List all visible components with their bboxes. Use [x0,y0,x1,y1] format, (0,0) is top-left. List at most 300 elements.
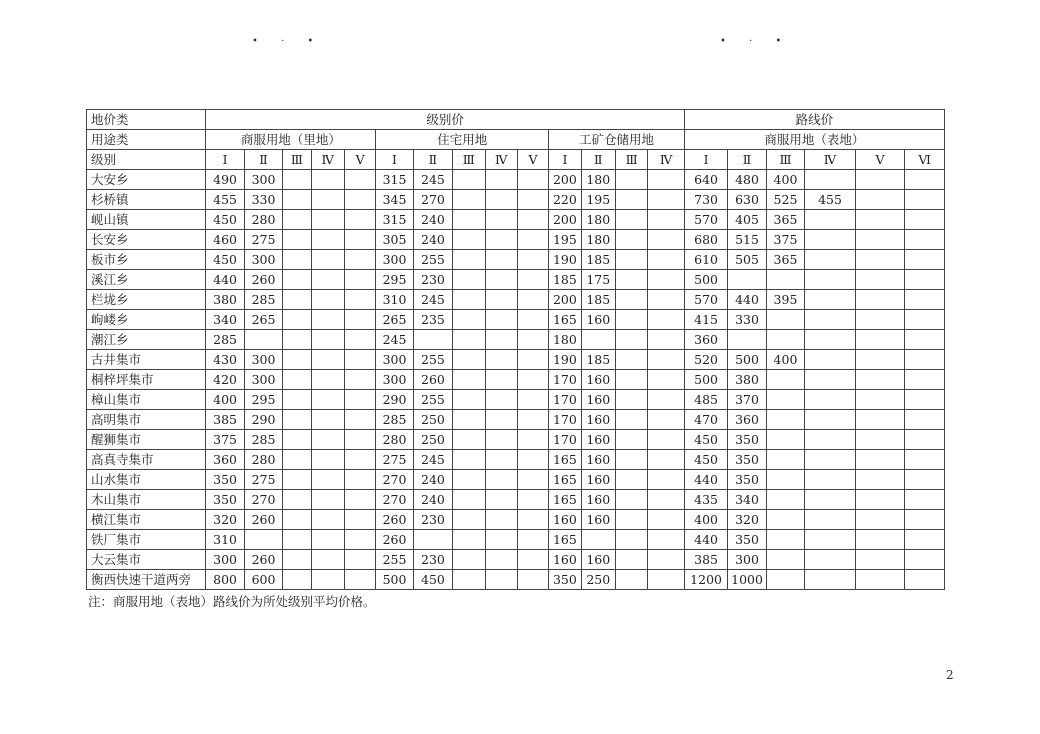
price-cell [344,490,375,510]
price-cell [453,370,485,390]
price-cell [283,390,311,410]
price-cell: 385 [684,550,728,570]
price-cell: 165 [549,310,581,330]
price-cell [905,550,945,570]
location-name: 栏垅乡 [87,290,206,310]
price-cell [805,250,856,270]
price-cell [283,410,311,430]
price-cell: 290 [376,390,413,410]
table-row [87,290,945,310]
price-cell: 255 [413,390,452,410]
price-cell [485,310,517,330]
price-cell [517,190,548,210]
price-cell [766,430,804,450]
price-cell [311,310,344,330]
price-cell [311,290,344,310]
price-cell: 385 [206,410,244,430]
price-cell [648,290,684,310]
price-cell: 480 [728,170,766,190]
price-cell: 1000 [728,570,766,590]
price-cell: 255 [413,350,452,370]
price-cell: 340 [206,310,244,330]
price-cell [855,490,905,510]
price-cell [283,550,311,570]
table-row [87,510,945,530]
price-cell [485,570,517,590]
price-cell: 185 [581,350,615,370]
price-cell [805,330,856,350]
table-row [87,250,945,270]
price-cell: 800 [206,570,244,590]
price-cell [648,250,684,270]
price-cell [766,490,804,510]
table-row [87,190,945,210]
price-cell [648,430,684,450]
price-cell [311,470,344,490]
price-cell: 570 [684,290,728,310]
price-cell [805,290,856,310]
level-header-cell: Ⅲ [453,150,485,170]
price-cell [766,410,804,430]
table-row [87,410,945,430]
price-cell [581,530,615,550]
price-cell: 180 [549,330,581,350]
price-cell [453,350,485,370]
price-cell [855,310,905,330]
price-cell [855,170,905,190]
price-cell [905,450,945,470]
price-cell: 300 [244,170,282,190]
price-cell [855,530,905,550]
price-cell: 300 [728,550,766,570]
price-cell [905,430,945,450]
header-row-1 [87,110,945,130]
price-cell: 160 [581,550,615,570]
price-cell: 320 [206,510,244,530]
level-header-cell: Ⅳ [485,150,517,170]
price-cell [766,530,804,550]
price-cell [344,410,375,430]
price-cell [615,290,647,310]
price-cell: 270 [244,490,282,510]
price-cell: 165 [549,450,581,470]
price-cell: 350 [549,570,581,590]
table-row [87,530,945,550]
price-cell: 270 [413,190,452,210]
price-cell [344,330,375,350]
price-cell [855,430,905,450]
price-cell [344,190,375,210]
price-cell: 275 [244,230,282,250]
price-cell [311,270,344,290]
table-row [87,490,945,510]
price-cell [648,390,684,410]
price-cell: 500 [728,350,766,370]
price-cell: 240 [413,210,452,230]
price-cell [485,430,517,450]
header-row-levels [87,150,945,170]
price-cell: 260 [376,530,413,550]
price-cell [485,290,517,310]
price-cell [648,450,684,470]
price-cell [485,450,517,470]
price-cell [283,510,311,530]
price-cell [453,430,485,450]
price-cell [485,390,517,410]
location-name: 衡西快速干道两旁 [87,570,206,590]
price-cell [855,410,905,430]
price-cell [615,190,647,210]
location-name: 板市乡 [87,250,206,270]
level-header-cell: Ⅵ [905,150,945,170]
price-cell [485,470,517,490]
price-cell [344,390,375,410]
price-cell [344,370,375,390]
level-price-header: 级别价 [206,110,684,130]
price-cell [244,330,282,350]
price-cell: 180 [581,210,615,230]
price-cell [485,510,517,530]
price-cell [517,370,548,390]
level-header-cell: Ⅰ [684,150,728,170]
price-cell [766,370,804,390]
price-cell [485,270,517,290]
price-cell: 400 [206,390,244,410]
price-cell [344,550,375,570]
table-row [87,550,945,570]
location-name: 樟山集市 [87,390,206,410]
price-cell: 295 [376,270,413,290]
price-cell [485,490,517,510]
price-cell: 275 [244,470,282,490]
price-cell [344,270,375,290]
price-cell [413,530,452,550]
price-cell: 275 [376,450,413,470]
price-cell [766,510,804,530]
price-cell: 370 [728,390,766,410]
price-cell [344,290,375,310]
price-cell: 400 [766,350,804,370]
table-row [87,330,945,350]
price-cell: 310 [206,530,244,550]
price-cell: 315 [376,170,413,190]
price-cell: 165 [549,470,581,490]
scan-marks-right: • · • [720,36,792,47]
table-row [87,350,945,370]
price-cell [485,550,517,570]
price-cell [905,330,945,350]
corner-label-use-type: 用途类 [87,130,206,150]
price-cell [311,230,344,250]
scan-marks-left: • · • [252,36,324,47]
price-cell: 450 [684,430,728,450]
price-cell [311,570,344,590]
price-cell: 160 [581,390,615,410]
price-cell: 730 [684,190,728,210]
price-cell [648,170,684,190]
price-cell: 160 [581,410,615,430]
level-header-cell: Ⅴ [517,150,548,170]
price-cell: 570 [684,210,728,230]
price-cell: 170 [549,390,581,410]
price-cell [855,470,905,490]
level-header-cell: Ⅱ [413,150,452,170]
price-cell [905,210,945,230]
price-cell [517,450,548,470]
price-cell [615,410,647,430]
price-cell [766,450,804,470]
price-cell: 260 [244,510,282,530]
level-header-cell: Ⅳ [648,150,684,170]
price-cell: 245 [413,290,452,310]
price-cell: 285 [206,330,244,350]
price-cell [453,530,485,550]
price-cell: 440 [206,270,244,290]
price-cell [805,270,856,290]
price-cell [766,390,804,410]
price-cell [517,230,548,250]
price-cell: 440 [728,290,766,310]
footnote: 注：商服用地（表地）路线价为所处级别平均价格。 [88,594,376,609]
price-cell [615,250,647,270]
price-cell: 290 [244,410,282,430]
price-cell: 485 [684,390,728,410]
price-cell: 270 [376,470,413,490]
price-cell [453,510,485,530]
price-cell: 240 [413,230,452,250]
price-cell [344,230,375,250]
price-cell: 365 [766,250,804,270]
location-name: 山水集市 [87,470,206,490]
price-cell [615,550,647,570]
price-cell: 285 [244,430,282,450]
price-cell [485,250,517,270]
price-cell [805,210,856,230]
price-cell: 200 [549,170,581,190]
price-cell: 365 [766,210,804,230]
price-cell: 330 [728,310,766,330]
price-cell [453,490,485,510]
price-cell: 250 [413,430,452,450]
price-cell [855,270,905,290]
level-header-cell: Ⅱ [581,150,615,170]
price-cell [648,370,684,390]
price-cell [283,170,311,190]
price-cell [453,210,485,230]
price-cell [453,170,485,190]
price-cell: 235 [413,310,452,330]
price-cell [905,470,945,490]
level-header-cell: Ⅳ [311,150,344,170]
price-cell: 260 [244,550,282,570]
price-cell: 160 [581,430,615,450]
location-name: 大安乡 [87,170,206,190]
price-cell: 280 [376,430,413,450]
price-cell [311,410,344,430]
price-cell [855,330,905,350]
price-cell: 170 [549,370,581,390]
price-cell [905,270,945,290]
price-cell [311,390,344,410]
location-name: 大云集市 [87,550,206,570]
location-name: 溪江乡 [87,270,206,290]
price-cell [615,330,647,350]
price-cell: 680 [684,230,728,250]
price-cell [311,370,344,390]
price-cell: 175 [581,270,615,290]
price-cell: 300 [376,250,413,270]
price-cell: 400 [684,510,728,530]
level-header-cell: Ⅱ [244,150,282,170]
price-cell [615,530,647,550]
price-cell [905,490,945,510]
price-cell [453,450,485,470]
price-cell [283,330,311,350]
table-row [87,430,945,450]
location-name: 横江集市 [87,510,206,530]
price-cell: 200 [549,290,581,310]
table-row [87,450,945,470]
price-cell: 300 [376,370,413,390]
price-cell [283,450,311,470]
price-cell [805,550,856,570]
price-cell: 195 [549,230,581,250]
price-cell [453,390,485,410]
location-name: 古井集市 [87,350,206,370]
price-cell [805,350,856,370]
price-cell: 350 [728,450,766,470]
price-cell: 630 [728,190,766,210]
price-cell [615,470,647,490]
price-cell [648,570,684,590]
price-cell: 350 [206,490,244,510]
price-cell: 255 [413,250,452,270]
price-cell: 315 [376,210,413,230]
price-cell: 1200 [684,570,728,590]
price-cell: 450 [206,250,244,270]
price-cell: 200 [549,210,581,230]
price-cell [728,270,766,290]
price-cell [805,450,856,470]
route-price-header: 路线价 [684,110,944,130]
price-cell: 450 [413,570,452,590]
price-cell [344,170,375,190]
price-cell [517,470,548,490]
level-header-cell: Ⅱ [728,150,766,170]
price-cell: 525 [766,190,804,210]
price-cell [311,210,344,230]
price-cell [805,470,856,490]
location-name: 杉桥镇 [87,190,206,210]
price-cell [485,210,517,230]
price-cell: 490 [206,170,244,190]
header-row-2 [87,130,945,150]
level-header-cell: Ⅲ [766,150,804,170]
price-cell: 395 [766,290,804,310]
price-cell: 300 [244,250,282,270]
price-cell: 440 [684,530,728,550]
price-cell [766,550,804,570]
price-cell [283,490,311,510]
price-cell: 185 [581,290,615,310]
corner-label-level: 级别 [87,150,206,170]
price-cell [344,210,375,230]
price-cell [805,170,856,190]
price-cell: 500 [684,370,728,390]
price-cell [283,370,311,390]
price-cell: 450 [206,210,244,230]
price-cell [615,270,647,290]
price-cell: 180 [581,170,615,190]
price-cell [905,350,945,370]
price-cell [648,310,684,330]
price-cell [805,390,856,410]
price-cell [244,530,282,550]
price-cell [648,470,684,490]
price-cell [855,550,905,570]
price-cell: 250 [581,570,615,590]
price-cell: 330 [244,190,282,210]
price-cell [344,510,375,530]
price-cell [648,530,684,550]
price-cell: 300 [244,370,282,390]
price-cell [905,390,945,410]
level-header-cell: Ⅰ [549,150,581,170]
price-cell: 260 [244,270,282,290]
price-cell [766,270,804,290]
price-cell: 455 [206,190,244,210]
price-cell [905,370,945,390]
price-cell [283,210,311,230]
price-cell: 160 [581,370,615,390]
price-cell [453,190,485,210]
price-cell [648,550,684,570]
price-cell [311,530,344,550]
price-cell: 415 [684,310,728,330]
price-cell [615,390,647,410]
price-cell [283,250,311,270]
price-cell: 520 [684,350,728,370]
price-cell: 160 [581,310,615,330]
price-cell: 280 [244,210,282,230]
price-cell [283,270,311,290]
price-cell: 470 [684,410,728,430]
price-cell [615,450,647,470]
price-cell [648,410,684,430]
price-cell [517,310,548,330]
price-cell [728,330,766,350]
price-cell: 380 [728,370,766,390]
price-cell [855,370,905,390]
price-cell [344,430,375,450]
table-row [87,470,945,490]
price-cell [453,230,485,250]
price-cell [905,290,945,310]
price-cell [805,510,856,530]
level-header-cell: Ⅴ [855,150,905,170]
price-cell [805,530,856,550]
price-cell: 515 [728,230,766,250]
price-cell: 160 [581,490,615,510]
price-cell [855,510,905,530]
price-cell: 230 [413,270,452,290]
price-cell [283,290,311,310]
level-header-cell: Ⅰ [376,150,413,170]
price-cell [283,470,311,490]
price-cell: 240 [413,490,452,510]
price-cell [344,470,375,490]
price-cell [648,210,684,230]
